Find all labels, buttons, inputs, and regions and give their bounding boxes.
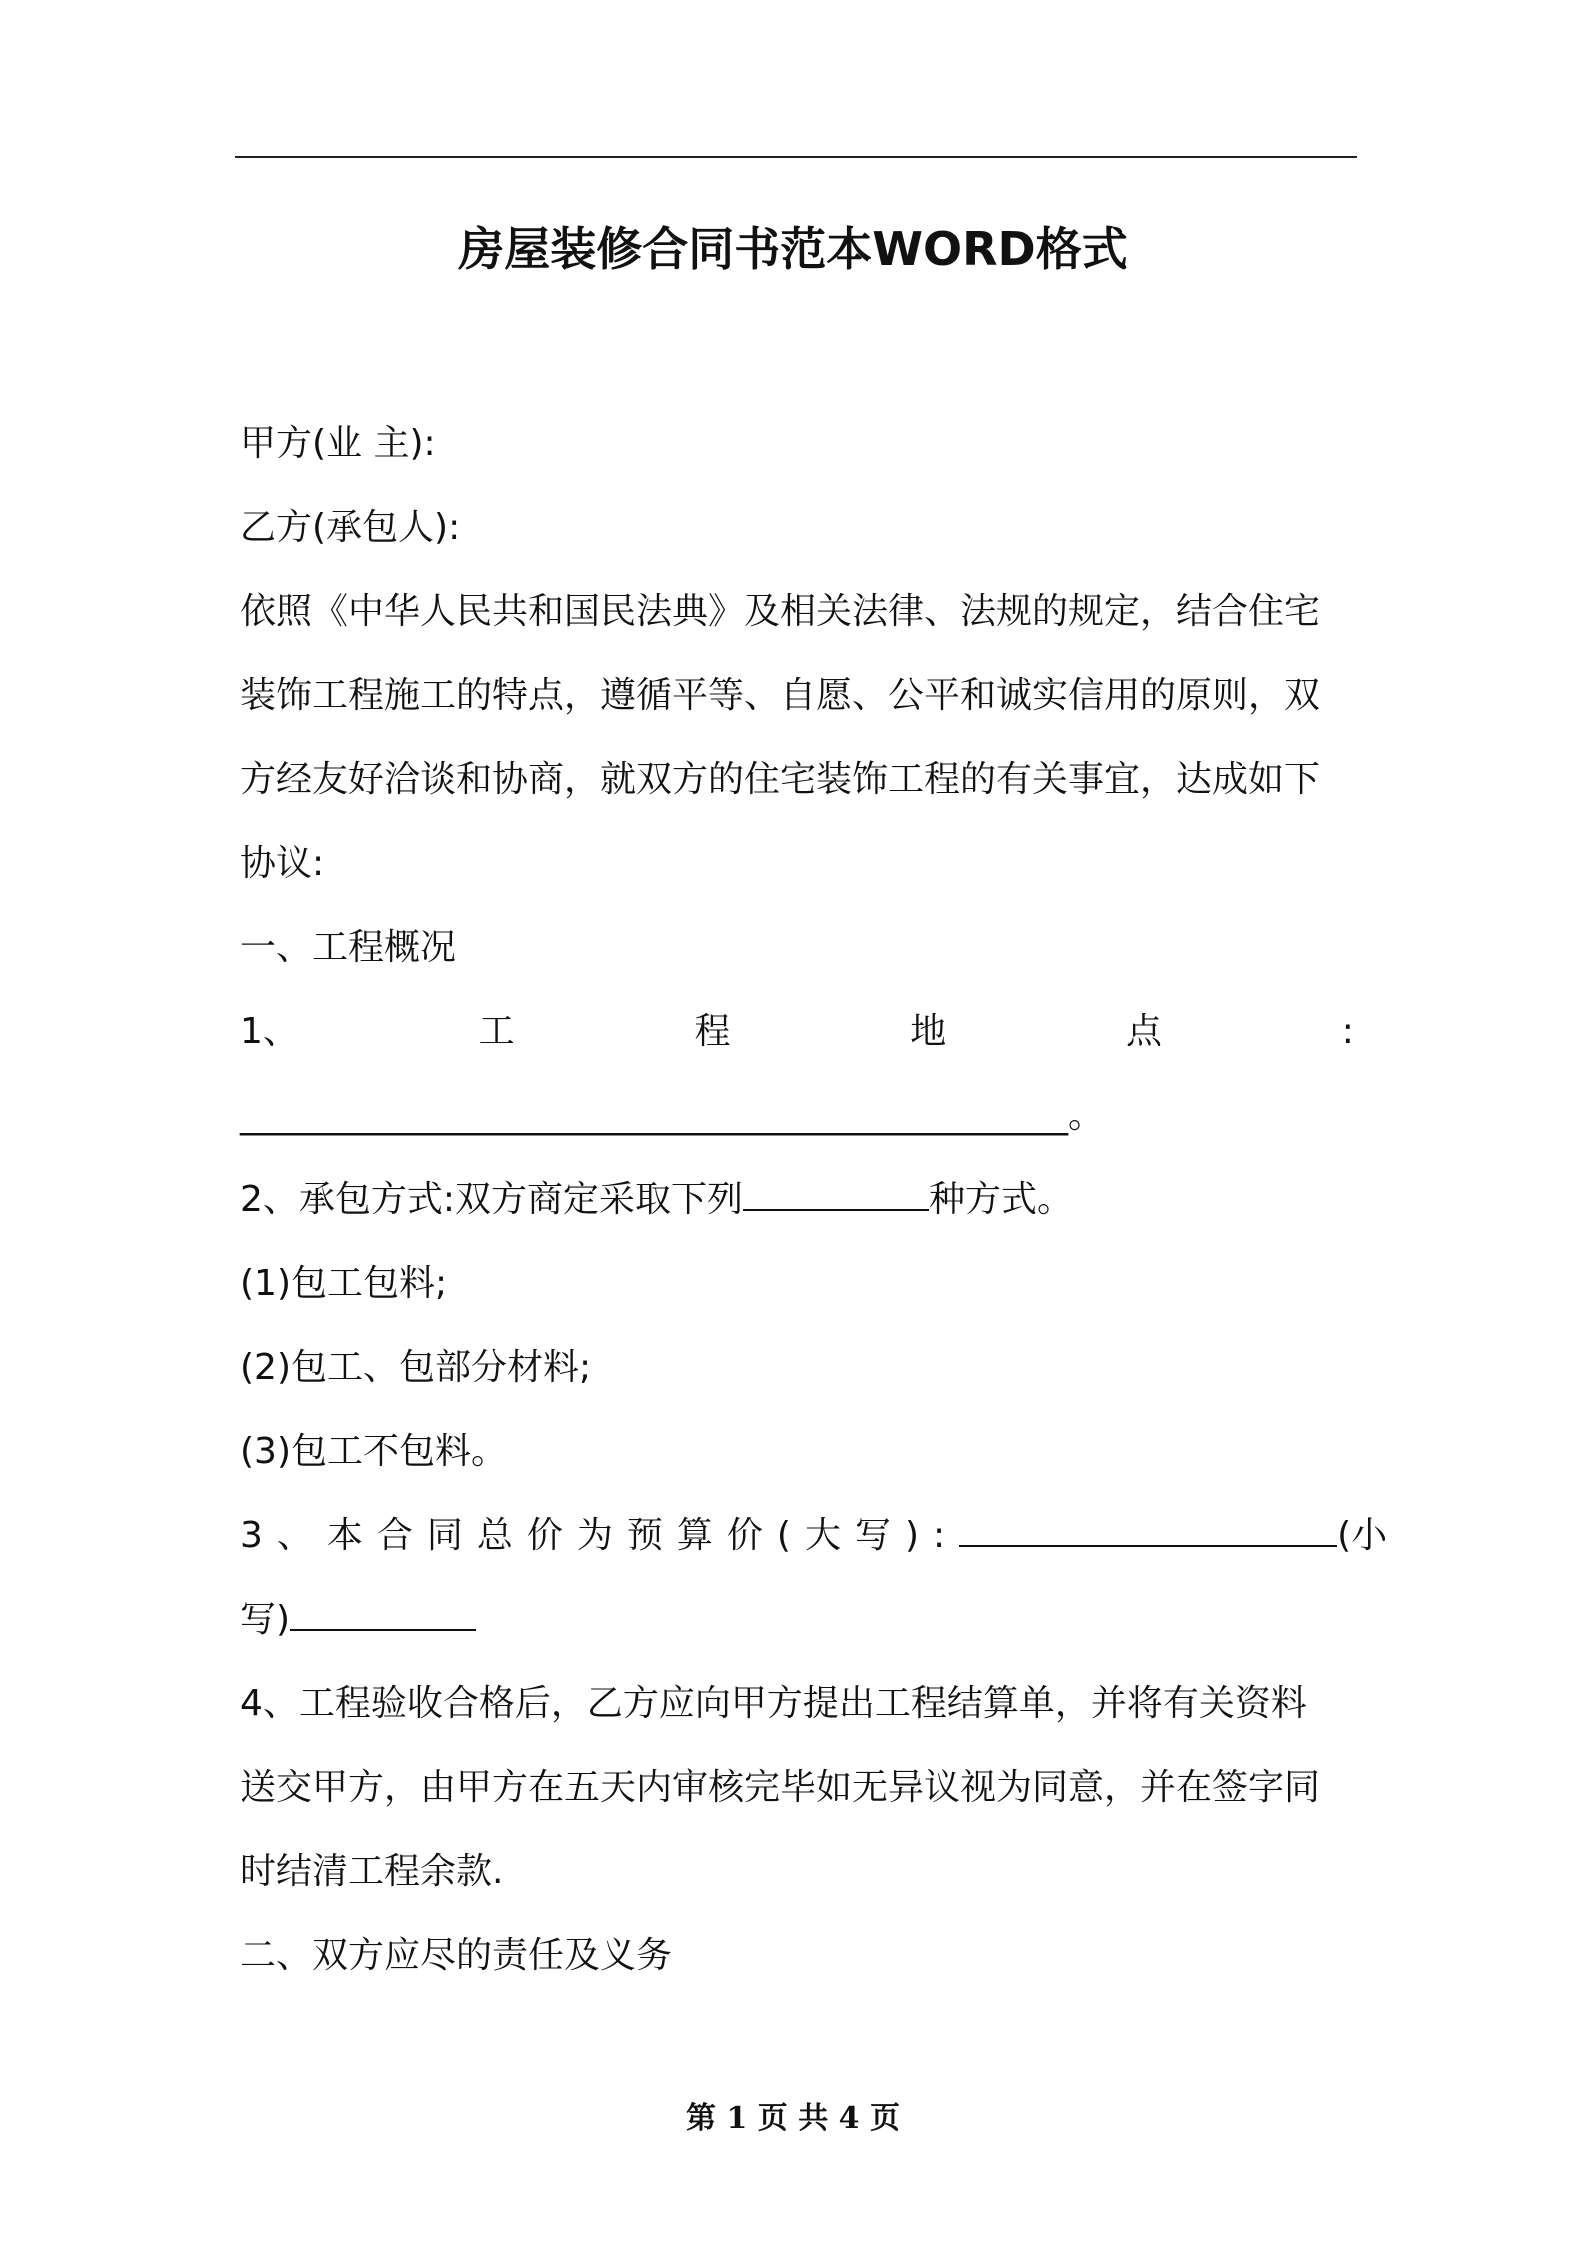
header-rule bbox=[235, 156, 1357, 158]
item-2-suffix: 种方式。 bbox=[929, 1179, 1074, 1220]
item-4-line: 送交甲方，由甲方在五天内审核完毕如无异议视为同意，并在签字同 bbox=[240, 1767, 1321, 1808]
item-4-line: 4、工程验收合格后，乙方应向甲方提出工程结算单，并将有关资料 bbox=[240, 1683, 1307, 1724]
intro-line: 依照《中华人民共和国民法典》及相关法律、法规的规定，结合住宅 bbox=[240, 591, 1321, 632]
intro-line: 协议: bbox=[240, 843, 325, 884]
page-footer: 第 1 页 共 4 页 bbox=[686, 2101, 900, 2136]
item-3-blank-lower bbox=[290, 1593, 476, 1631]
section-2-heading: 二、双方应尽的责任及义务 bbox=[240, 1935, 673, 1976]
option-line: (2)包工、包部分材料; bbox=[240, 1347, 592, 1388]
item-3-line-2-prefix: 写) bbox=[240, 1599, 291, 1640]
item-2-blank bbox=[743, 1173, 929, 1211]
item-1-line bbox=[240, 990, 1354, 1074]
item-3-line bbox=[240, 1494, 1388, 1578]
item-1-char: 地 bbox=[910, 1011, 947, 1052]
item-3-blank-upper bbox=[959, 1509, 1337, 1547]
item-1-number: 1、 bbox=[240, 1011, 299, 1052]
option-line: (3)包工不包料。 bbox=[240, 1431, 507, 1472]
item-1-colon: : bbox=[1341, 1011, 1354, 1052]
item-1-address-blank: ______________________________________________。 bbox=[240, 1095, 1104, 1136]
document-title: 房屋装修合同书范本WORD格式 bbox=[458, 222, 1128, 276]
intro-line: 装饰工程施工的特点，遵循平等、自愿、公平和诚实信用的原则，双 bbox=[240, 675, 1321, 716]
item-1-char: 程 bbox=[694, 1011, 731, 1052]
option-line: (1)包工包料; bbox=[240, 1263, 448, 1304]
item-3-prefix: 3、本合同总价为预算价(大写): bbox=[240, 1515, 960, 1556]
item-3-mid: (小 bbox=[1337, 1515, 1388, 1556]
item-1-char: 点 bbox=[1126, 1011, 1163, 1052]
item-4-line: 时结清工程余款. bbox=[240, 1851, 504, 1892]
intro-line: 方经友好洽谈和协商，就双方的住宅装饰工程的有关事宜，达成如下 bbox=[240, 759, 1321, 800]
item-2-prefix: 2、承包方式:双方商定采取下列 bbox=[240, 1179, 744, 1220]
party-b-line: 乙方(承包人): bbox=[240, 507, 461, 548]
section-1-heading: 一、工程概况 bbox=[240, 927, 457, 968]
item-3-line-2 bbox=[240, 1578, 1354, 1662]
document-body bbox=[240, 402, 1388, 1998]
party-a-line: 甲方(业 主): bbox=[240, 423, 436, 464]
item-3-right bbox=[959, 1494, 1387, 1578]
item-2-line bbox=[240, 1158, 1354, 1242]
item-1-char: 工 bbox=[478, 1011, 515, 1052]
